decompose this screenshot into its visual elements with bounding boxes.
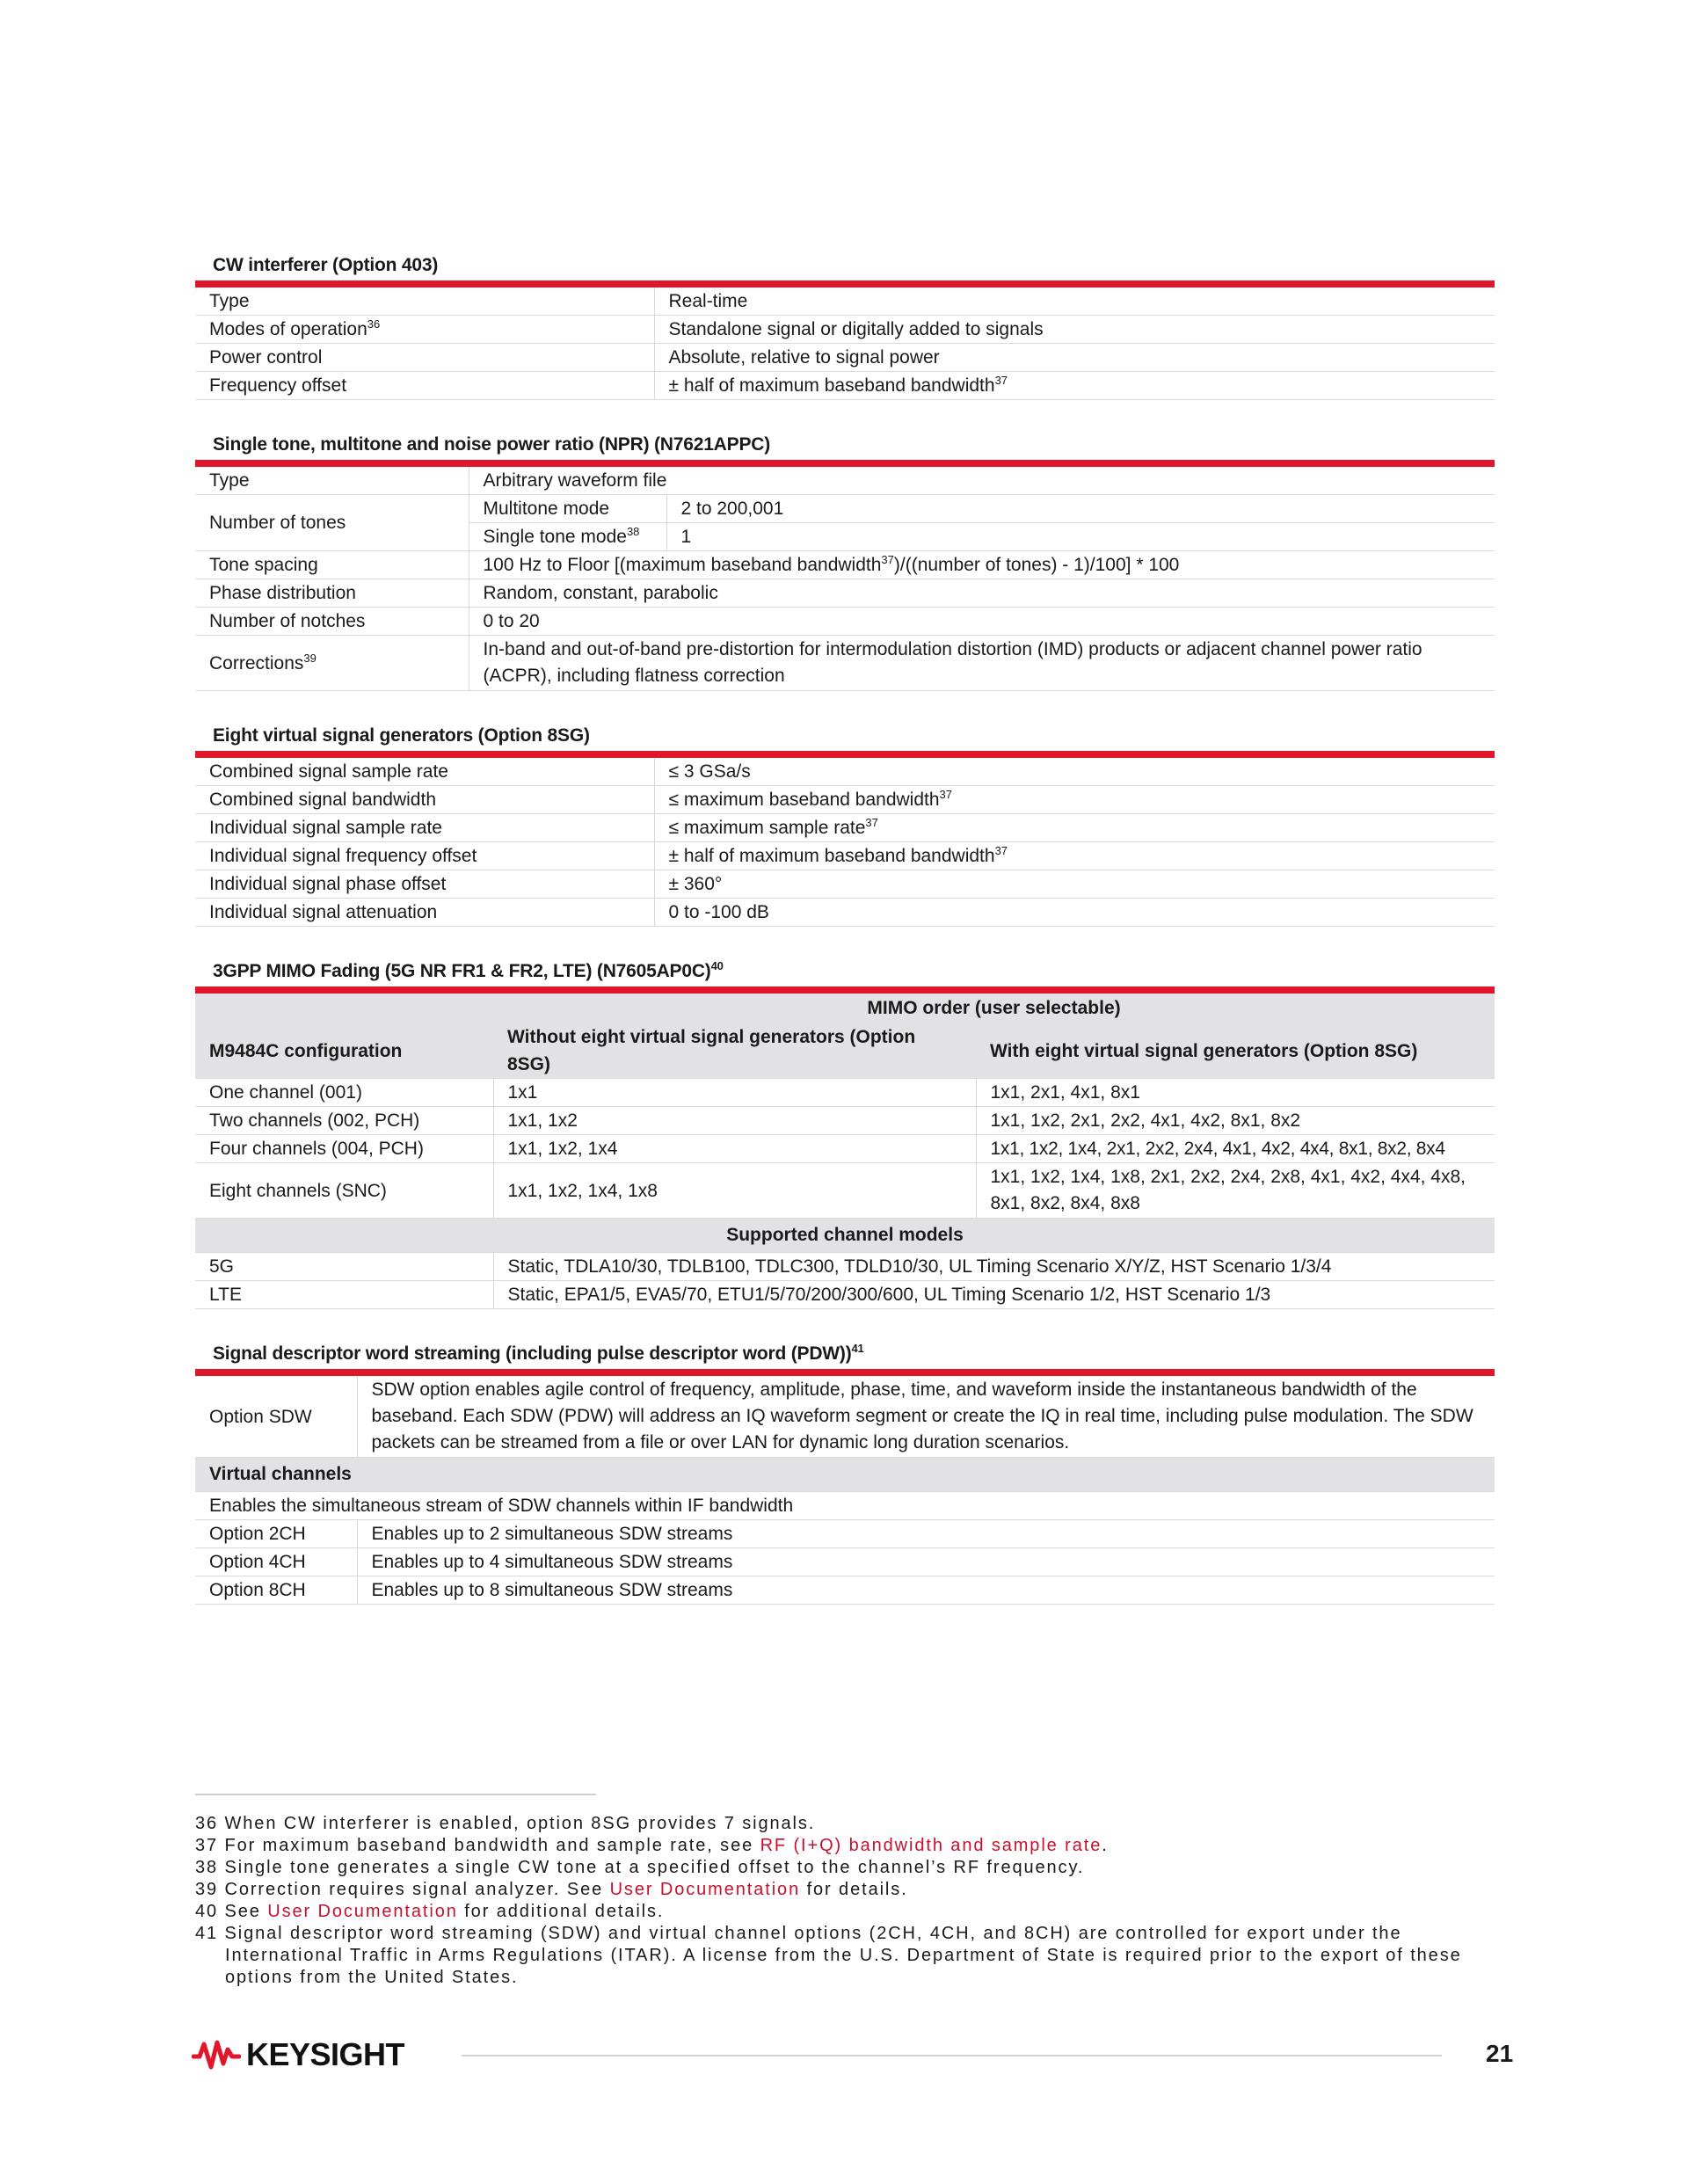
virtual-channels-header: Virtual channels [195,1458,1495,1492]
mimo-order-header: MIMO order (user selectable) [493,994,1495,1023]
title-text: Signal descriptor word streaming (including pulse descriptor word (PDW)) [213,1343,852,1364]
section-rule [195,986,1495,994]
footnote-ref: 38 [626,525,640,538]
row-label: Number of tones [195,495,469,551]
row-value: Random, constant, parabolic [469,579,1495,608]
section-rule [195,751,1495,758]
row-value: Enables up to 4 simultaneous SDW streams [357,1548,1495,1576]
table-row [195,1135,1495,1163]
table-header-row [195,1458,1495,1492]
with-cell: 1x1, 1x2, 2x1, 2x2, 4x1, 4x2, 8x1, 8x2 [976,1107,1495,1135]
section-virtual-signal-generators [195,721,1495,927]
with-cell: 1x1, 1x2, 1x4, 1x8, 2x1, 2x2, 2x4, 2x8, 4x1, 4x2, 4x4, 4x8, 8x1, 8x2, 8x4, 8x8 [976,1163,1495,1219]
footnote-ref: 37 [881,553,894,566]
vsg-table [195,758,1495,927]
label-text: Modes of operation [209,319,367,339]
footnote-39 [195,1879,1496,1901]
footnote-text: . [1102,1836,1109,1855]
model-value: Static, EPA1/5, EVA5/70, ETU1/5/70/200/300/600, UL Timing Scenario 1/2, HST Scenario 1/3 [493,1281,1495,1309]
config-cell: Eight channels (SNC) [195,1163,493,1219]
row-label: Individual signal attenuation [195,899,654,927]
footnote-ref: 37 [865,816,878,829]
config-cell: Two channels (002, PCH) [195,1107,493,1135]
link-bandwidth-sample-rate[interactable]: RF (I+Q) bandwidth and sample rate [760,1836,1102,1855]
row-label: Power control [195,344,654,372]
config-cell: Four channels (004, PCH) [195,1135,493,1163]
footnote-ref: 41 [851,1342,864,1355]
cw-table [195,288,1495,400]
footnote-36: 36 When CW interferer is enabled, option 8SG provides 7 signals. [195,1814,816,1833]
section-title [195,957,1495,986]
row-label: Option SDW [195,1376,357,1458]
footnote-41: 41 Signal descriptor word streaming (SDW) and virtual channel options (2CH, 4CH, and 8CH) are controlled for export under the International Traffic in Arms Regulations (ITAR). A license from the U.S. Department of State is required prior to the export of these options from the United States. [195,1924,1462,1987]
mimo-table [195,994,1495,1309]
footer-divider [462,2055,1442,2057]
table-row [195,786,1495,814]
table-row [195,579,1495,608]
title-text: 3GPP MIMO Fading (5G NR FR1 & FR2, LTE) (N7605AP0C) [213,961,711,981]
column-header: M9484C configuration [195,1023,493,1079]
keysight-logo [192,2035,404,2074]
footnote-text: for details. [800,1880,908,1899]
table-row [195,899,1495,927]
sdw-table [195,1376,1495,1605]
row-value: Enables up to 2 simultaneous SDW streams [357,1520,1495,1548]
row-value: Absolute, relative to signal power [654,344,1495,372]
section-title: CW interferer (Option 403) [213,255,439,275]
model-name: 5G [195,1253,493,1281]
row-label: Individual signal sample rate [195,814,654,842]
row-label: Combined signal sample rate [195,758,654,786]
section-rule [195,280,1495,288]
column-header: With eight virtual signal generators (Option 8SG) [976,1023,1495,1079]
footnote-37 [195,1835,1496,1857]
row-value: ± 360° [654,870,1495,899]
table-row [195,467,1495,495]
footnotes [195,1813,1496,1989]
config-cell: One channel (001) [195,1079,493,1107]
row-value [654,814,1495,842]
link-user-documentation[interactable]: User Documentation [609,1880,801,1899]
row-value: 1 [666,523,1495,551]
row-value: 0 to 20 [469,608,1495,636]
label-text: Single tone mode [483,527,627,547]
footnote-ref: 36 [367,317,381,331]
row-label [195,636,469,691]
row-label: Tone spacing [195,551,469,579]
row-value: 0 to -100 dB [654,899,1495,927]
link-user-documentation[interactable]: User Documentation [267,1902,458,1921]
table-row [195,814,1495,842]
value-text: ± half of maximum baseband bandwidth [668,846,995,866]
row-label: Type [195,288,654,316]
table-row [195,288,1495,316]
label-text: Corrections [209,652,304,673]
footnote-text: for additional details. [457,1902,665,1921]
sub-label [469,523,666,551]
table-row [195,842,1495,870]
row-label: Individual signal frequency offset [195,842,654,870]
table-row [195,636,1495,691]
table-row [195,495,1495,523]
row-value [654,842,1495,870]
table-header-row [195,994,1495,1023]
table-row [195,316,1495,344]
sub-label: Multitone mode [469,495,666,523]
section-rule [195,1369,1495,1376]
table-row [195,344,1495,372]
without-cell: 1x1 [493,1079,976,1107]
footnote-ref: 40 [710,959,724,972]
table-header-row [195,1219,1495,1253]
npr-table [195,467,1495,691]
section-title: Single tone, multitone and noise power ratio (NPR) (N7621APPC) [213,434,771,455]
keysight-wave-icon [192,2037,241,2072]
footnote-divider [195,1794,596,1795]
table-header-row [195,1023,1495,1079]
table-row [195,870,1495,899]
section-rule [195,460,1495,467]
table-row [195,551,1495,579]
without-cell: 1x1, 1x2 [493,1107,976,1135]
table-row [195,372,1495,400]
row-value: Real-time [654,288,1495,316]
value-text: ± half of maximum baseband bandwidth [668,375,995,396]
footnote-38: 38 Single tone generates a single CW tone at a specified offset to the channel’s RF frequency. [195,1858,1085,1877]
model-value: Static, TDLA10/30, TDLB100, TDLC300, TDLD10/30, UL Timing Scenario X/Y/Z, HST Scenario 1/3/4 [493,1253,1495,1281]
footnote-ref: 39 [303,651,316,665]
table-row [195,758,1495,786]
section-mimo-fading [195,957,1495,1309]
table-row [195,1376,1495,1458]
row-value: In-band and out-of-band pre-distortion for intermodulation distortion (IMD) products or adjacent channel power ratio (ACPR), including flatness correction [469,636,1495,691]
footnote-text: 40 See [195,1902,268,1921]
table-row [195,1520,1495,1548]
section-sdw-streaming [195,1339,1495,1605]
table-row [195,1107,1495,1135]
row-value: 2 to 200,001 [666,495,1495,523]
table-row [195,1079,1495,1107]
footnote-ref: 37 [994,374,1008,387]
footnote-ref: 37 [939,788,952,801]
row-value [654,786,1495,814]
section-title [195,1339,1495,1369]
page-content [195,251,1495,1634]
row-label [195,316,654,344]
row-value: SDW option enables agile control of frequency, amplitude, phase, time, and waveform inside the instantaneous bandwidth of the baseband. Each SDW (PDW) will address an IQ waveform segment or create the IQ in real time, including pulse modulation. The SDW packets can be streamed from a file or over LAN for dynamic long duration scenarios. [357,1376,1495,1458]
row-label: Number of notches [195,608,469,636]
section-cw-interferer [195,251,1495,400]
row-value [654,372,1495,400]
page-number: 21 [1486,2040,1514,2067]
with-cell: 1x1, 1x2, 1x4, 2x1, 2x2, 2x4, 4x1, 4x2, 4x4, 8x1, 8x2, 8x4 [976,1135,1495,1163]
without-cell: 1x1, 1x2, 1x4, 1x8 [493,1163,976,1219]
value-text: 100 Hz to Floor [(maximum baseband bandwidth [483,555,882,575]
row-label: Frequency offset [195,372,654,400]
row-value: Enables up to 8 simultaneous SDW streams [357,1576,1495,1605]
row-label: Option 8CH [195,1576,357,1605]
models-header: Supported channel models [195,1219,1495,1253]
table-row [195,1548,1495,1576]
table-row [195,1163,1495,1219]
footnote-text: 39 Correction requires signal analyzer. See [195,1880,610,1899]
footnote-40 [195,1901,1496,1923]
without-cell: 1x1, 1x2, 1x4 [493,1135,976,1163]
virtual-channels-desc: Enables the simultaneous stream of SDW channels within IF bandwidth [195,1492,1495,1520]
footnote-text: 37 For maximum baseband bandwidth and sample rate, see [195,1836,760,1855]
section-title: Eight virtual signal generators (Option 8SG) [213,725,590,746]
column-header: Without eight virtual signal generators (Option 8SG) [493,1023,976,1079]
row-value: ≤ 3 GSa/s [654,758,1495,786]
table-row [195,608,1495,636]
row-label: Phase distribution [195,579,469,608]
with-cell: 1x1, 2x1, 4x1, 8x1 [976,1079,1495,1107]
table-row [195,1253,1495,1281]
footnote-ref: 37 [994,844,1008,857]
brand-name: KEYSIGHT [246,2036,405,2072]
value-text: )/((number of tones) - 1)/100] * 100 [893,555,1180,575]
value-text: ≤ maximum sample rate [668,818,866,838]
row-label: Option 2CH [195,1520,357,1548]
row-value [469,551,1495,579]
table-row [195,1576,1495,1605]
row-value: Arbitrary waveform file [469,467,1495,495]
model-name: LTE [195,1281,493,1309]
row-value: Standalone signal or digitally added to signals [654,316,1495,344]
row-label: Type [195,467,469,495]
row-label: Individual signal phase offset [195,870,654,899]
value-text: ≤ maximum baseband bandwidth [668,790,940,810]
section-npr [195,430,1495,691]
row-label: Combined signal bandwidth [195,786,654,814]
row-label: Option 4CH [195,1548,357,1576]
table-row [195,1281,1495,1309]
table-row [195,1492,1495,1520]
